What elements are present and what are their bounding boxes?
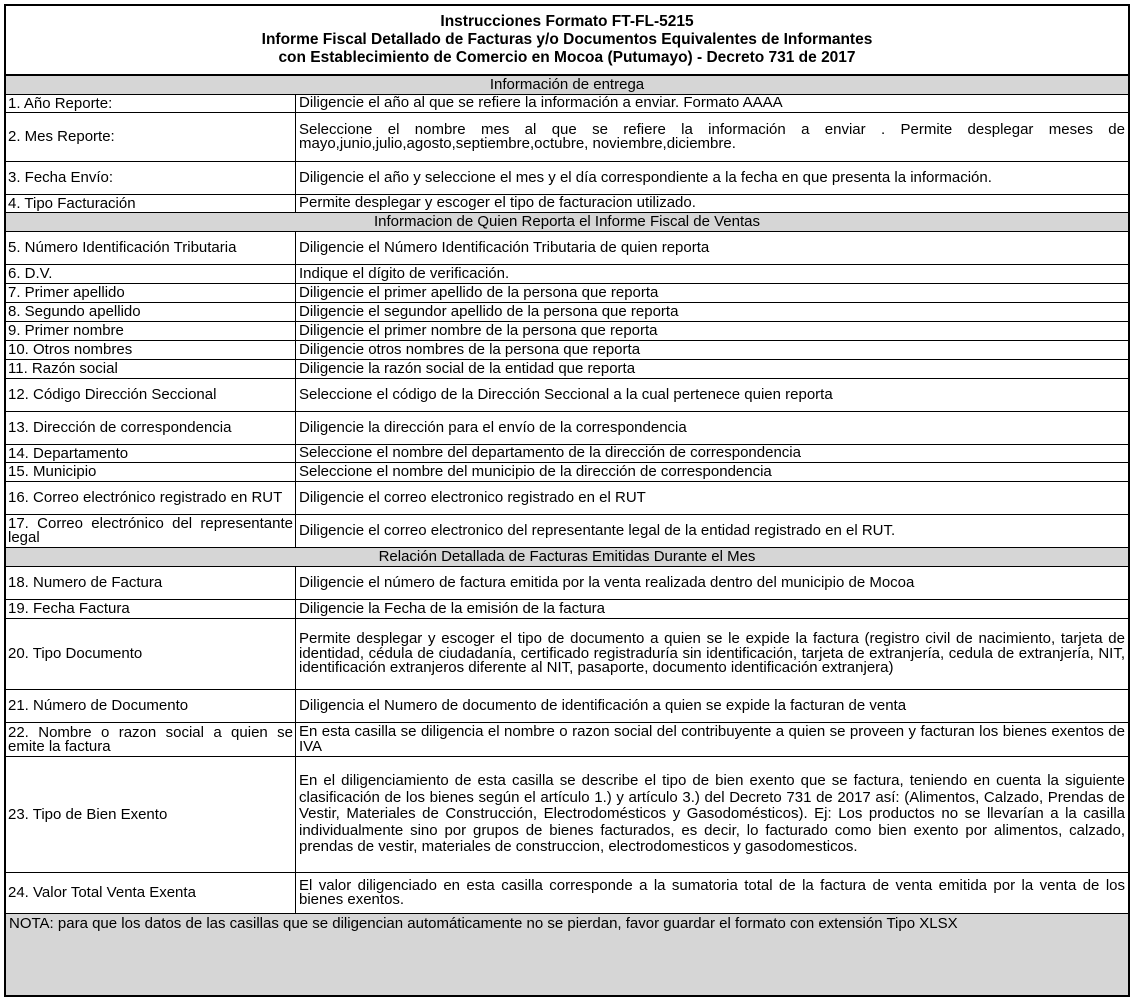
- table-row: [6, 322, 1128, 341]
- table-row: [6, 232, 1128, 265]
- field-instruction: Diligencia el Numero de documento de identificación a quien se expide la facturan de venta: [299, 696, 907, 714]
- table-row: [6, 482, 1128, 515]
- field-instruction: Diligencie el primer apellido de la persona que reporta: [299, 284, 659, 301]
- section-header: Relación Detallada de Facturas Emitidas Durante el Mes: [6, 548, 1128, 567]
- field-instruction: Diligencie el número de factura emitida por la venta realizada dentro del municipio de Mocoa: [299, 573, 915, 591]
- field-label: 2. Mes Reporte:: [6, 113, 296, 161]
- field-label: 15. Municipio: [6, 463, 296, 481]
- field-instruction: Diligencie el año y seleccione el mes y el día correspondiente a la fecha en que presenta la información.: [299, 168, 992, 186]
- field-instruction: En esta casilla se diligencia el nombre o razon social del contribuyente a quien se proveen y facturan los bienes exentos de IVA: [299, 723, 1125, 755]
- field-instruction: Diligencie el primer nombre de la persona que reporta: [299, 322, 658, 339]
- table-row: [6, 265, 1128, 284]
- table-row: [6, 567, 1128, 600]
- field-instruction: Diligencie otros nombres de la persona que reporta: [299, 341, 641, 358]
- field-instruction: Diligencie el correo electronico registrado en el RUT: [299, 488, 646, 506]
- field-instruction: Seleccione el nombre del municipio de la dirección de correspondencia: [299, 463, 772, 480]
- field-instruction: Diligencie el Número Identificación Tributaria de quien reporta: [299, 238, 710, 256]
- field-instruction: Permite desplegar y escoger el tipo de documento a quien se le expide la factura (registro civil de nacimiento, tarjeta de identidad, cédula de ciudadanía, certificado registraduría sin identificación, tarjeta de extranjería, cedula de extranjería, NIT, identificación extranjeros diferente al NIT, pasaporte, documento identificación extranjera): [299, 630, 1125, 677]
- table-row: [6, 445, 1128, 463]
- field-instruction: Seleccione el nombre mes al que se refiere la información a enviar . Permite desplegar meses de mayo,junio,julio,agosto,septiembre,octubre, noviembre,diciembre.: [299, 120, 1125, 152]
- section-header: Informacion de Quien Reporta el Informe Fiscal de Ventas: [6, 213, 1128, 232]
- table-row: [6, 619, 1128, 690]
- field-label: 6. D.V.: [6, 265, 296, 283]
- note: NOTA: para que los datos de las casillas que se diligencian automáticamente no se pierdan, favor guardar el formato con extensión Tipo XLSX: [6, 914, 1128, 995]
- table-row: [6, 113, 1128, 162]
- header-title: Instrucciones Formato FT-FL-5215: [440, 13, 694, 30]
- field-instruction: El valor diligenciado en esta casilla corresponde a la sumatoria total de la factura de venta emitida por la venta de los bienes exentos.: [299, 876, 1125, 908]
- table-row: [6, 303, 1128, 322]
- field-label: 16. Correo electrónico registrado en RUT: [6, 482, 296, 514]
- section-header: Información de entrega: [6, 76, 1128, 95]
- field-label: 19. Fecha Factura: [6, 600, 296, 618]
- table-row: [6, 360, 1128, 379]
- field-instruction: Seleccione el código de la Dirección Seccional a la cual pertenece quien reporta: [299, 385, 833, 403]
- field-instruction: En el diligenciamiento de esta casilla se describe el tipo de bien exento que se factura, teniendo en cuenta la siguiente clasificación de los bienes según el artículo 1.) y artículo 3.) del Decreto 731 de 2017 así: (Alimentos, Calzado, Prendas de Vestir, Materiales de Construcción, Electrodomésticos y Gasodomésticos). Ej: Los productos no se llevarían a la casilla individualmente sino por grupos de bienes facturados, es decir, lo facturado como bien exento por alimentos, calzado, prendas de vestir, materiales de construccion, electrodomesticos y gasodomesticos.: [299, 772, 1125, 856]
- table-row: [6, 341, 1128, 360]
- field-instruction: Indique el dígito de verificación.: [299, 265, 510, 282]
- field-label: 20. Tipo Documento: [6, 619, 296, 689]
- field-instruction: Seleccione el nombre del departamento de la dirección de correspondencia: [299, 445, 801, 462]
- table-row: [6, 690, 1128, 723]
- field-label: 9. Primer nombre: [6, 322, 296, 340]
- field-label: 3. Fecha Envío:: [6, 162, 296, 194]
- instructions-table: [6, 76, 1128, 914]
- table-row: [6, 723, 1128, 757]
- field-label: 12. Código Dirección Seccional: [6, 379, 296, 411]
- field-instruction: Diligencie el segundor apellido de la persona que reporta: [299, 303, 679, 320]
- table-row: [6, 873, 1128, 914]
- header: [6, 6, 1128, 76]
- field-label: 10. Otros nombres: [6, 341, 296, 359]
- table-row: [6, 412, 1128, 445]
- table-row: [6, 463, 1128, 482]
- table-row: [6, 284, 1128, 303]
- instructions-sheet: [4, 4, 1130, 997]
- field-instruction: Diligencie la razón social de la entidad que reporta: [299, 360, 636, 377]
- field-label: 23. Tipo de Bien Exento: [6, 757, 296, 872]
- field-instruction: Diligencie el año al que se refiere la información a enviar. Formato AAAA: [299, 95, 783, 112]
- field-label: 4. Tipo Facturación: [6, 195, 296, 212]
- table-row: [6, 379, 1128, 412]
- field-label: 24. Valor Total Venta Exenta: [6, 873, 296, 913]
- header-subtitle-1: Informe Fiscal Detallado de Facturas y/o Documentos Equivalentes de Informantes: [261, 31, 873, 48]
- field-label: 7. Primer apellido: [6, 284, 296, 302]
- field-label: 11. Razón social: [6, 360, 296, 378]
- table-row: [6, 195, 1128, 213]
- table-row: [6, 515, 1128, 548]
- field-label: 8. Segundo apellido: [6, 303, 296, 321]
- table-row: [6, 95, 1128, 113]
- field-instruction: Diligencie la dirección para el envío de la correspondencia: [299, 418, 687, 436]
- field-label: 14. Departamento: [6, 445, 296, 462]
- field-label: 1. Año Reporte:: [6, 95, 296, 112]
- field-label: 17. Correo electrónico del representante legal: [6, 515, 296, 547]
- field-label: 18. Numero de Factura: [6, 567, 296, 599]
- table-row: [6, 757, 1128, 873]
- field-instruction: Diligencie la Fecha de la emisión de la factura: [299, 600, 605, 617]
- header-subtitle-2: con Establecimiento de Comercio en Mocoa (Putumayo) - Decreto 731 de 2017: [278, 49, 856, 66]
- field-label: 22. Nombre o razon social a quien se emite la factura: [6, 723, 296, 756]
- field-label: 21. Número de Documento: [6, 690, 296, 722]
- field-instruction: Diligencie el correo electronico del representante legal de la entidad registrado en el RUT.: [299, 521, 896, 539]
- field-label: 5. Número Identificación Tributaria: [6, 232, 296, 264]
- field-label: 13. Dirección de correspondencia: [6, 412, 296, 444]
- field-instruction: Permite desplegar y escoger el tipo de facturacion utilizado.: [299, 195, 696, 212]
- table-row: [6, 600, 1128, 619]
- table-row: [6, 162, 1128, 195]
